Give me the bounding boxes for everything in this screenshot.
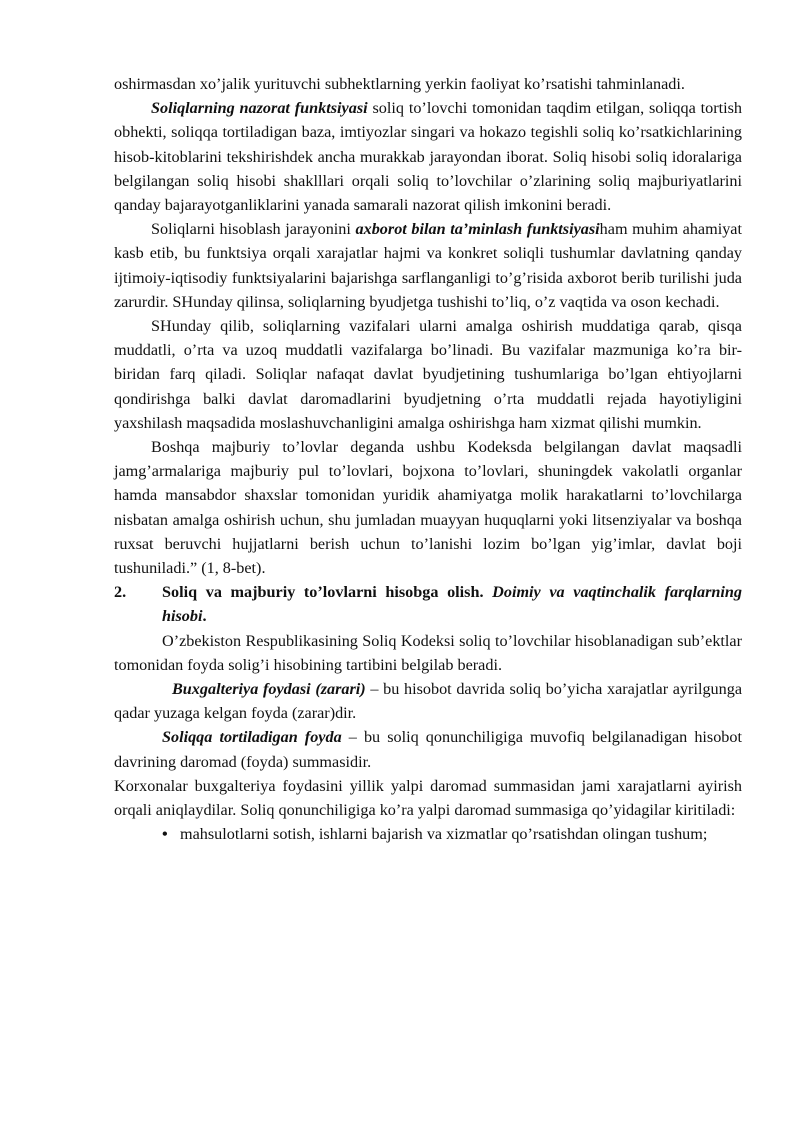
- paragraph-tax-code: [114, 629, 742, 677]
- paragraph-tax-tasks: [114, 314, 742, 435]
- paragraph-accounting-profit: [114, 677, 742, 725]
- paragraph-text: O’zbekiston Respublikasining Soliq Kodeksi soliq to’lovchilar hisoblanadigan sub’ektlar tomonidan foyda solig’i hisobining tartibini belgilab beradi.: [114, 631, 742, 674]
- list-item: [162, 822, 742, 846]
- paragraph-text: Korxonalar buxgalteriya foydasini yillik yalpi daromad summasidan jami xarajatlarni ayirish orqali aniqlaydilar. Soliq qonunchiligiga ko’ra yalpi daromad summasiga qo’yidagilar kiritiladi:: [114, 776, 742, 820]
- bullet-icon: •: [162, 825, 168, 844]
- paragraph-gross-income: [114, 774, 742, 822]
- paragraph-control-function: [114, 96, 742, 217]
- section-title: [162, 580, 742, 628]
- term-accounting-profit: Buxgalteriya foydasi (zarari): [172, 680, 366, 699]
- paragraph-text: SHunday qilib, soliqlarning vazifalari ularni amalga oshirish muddatiga qarab, qisqa muddatli, o’rta va uzoq muddatli vazifalarga bo’linadi. Bu vazifalar mazmuniga ko’ra bir-biridan farq qiladi. Soliqlar nafaqat davlat byudjetining tushumlariga bo’lgan ehtiyojlarni qondirishga balki davlat daromadlarini byudjetning o’rta muddatli rejada hayotiyligini yaxshilash maqsadida moslashuvchanligini amalga oshirishga ham xizmat qilishi mumkin.: [114, 317, 742, 432]
- term-control-function: Soliqlarning nazorat funktsiyasi: [151, 99, 368, 118]
- section-heading-2: [114, 580, 742, 628]
- paragraph-text-after: ham muhim ahamiyat kasb etib, bu funktsiya orqali xarajatlar hajmi va konkret soliqli tushumlar davlatning qanday ijtimoiy-iqtisodiy funktsiyalarini bajarishga sarflanganligi to’g’risida axborot berib turilishi juda zarurdir. SHunday qilinsa, soliqlarning byudjetga tushishi to’liq, o’z vaqtida va oson kechadi.: [114, 220, 742, 311]
- paragraph-text: soliq to’lovchi tomonidan taqdim etilgan, soliqqa tortish obhekti, soliqqa tortiladigan baza, imtiyozlar singari va hokazo tegishli soliq ko’rsatkichlarining hisob-kitoblarini tekshirishdek ancha murakkab jarayondan iborat. Soliq hisobi soliq idoralariga belgilangan soliq hisobi shaklllari orqali soliq to’lovchilar o’zlarining soliq majburiyatlarini qanday bajarayotganliklarini yanada samarali nazorat qilish imkonini beradi.: [114, 99, 742, 215]
- section-title-bold: Soliq va majburiy to’lovlarni hisobga olish.: [162, 583, 493, 602]
- section-number: 2.: [114, 583, 127, 602]
- paragraph-text: oshirmasdan xo’jalik yurituvchi subhektlarning yerkin faoliyat ko’rsatishi tahminlanadi.: [114, 75, 685, 93]
- section-title-end: .: [202, 607, 207, 626]
- paragraph-information-function: [114, 217, 742, 314]
- paragraph-text: – bu soliq qonunchiligiga muvofiq belgilanadigan hisobot davrining daromad (foyda) summasidir.: [114, 728, 742, 771]
- term-taxable-profit: Soliqqa tortiladigan foyda: [162, 728, 342, 747]
- paragraph-intro-continuation: [114, 72, 742, 96]
- paragraph-text: Boshqa majburiy to’lovlar deganda ushbu Kodeksda belgilangan davlat maqsadli jamg’armalariga majburiy pul to’lovlari, bojxona to’lovlari, shuningdek vakolatli organlar hamda mansabdor shaxslar tomonidan yuridik ahamiyatga molik harakatlarni to’lovchilarga nisbatan amalga oshirish uchun, shu jumladan muayyan huquqlarni yoki litsenziyalar va boshqa ruxsat beruvchi hujjatlarni berish uchun to’lanishi lozim bo’lgan yig’imlar, davlat boji tushuniladi.” (1, 8-bet).: [114, 438, 742, 578]
- paragraph-other-payments: [114, 435, 742, 580]
- list-item-text: mahsulotlarni sotish, ishlarni bajarish va xizmatlar qo’rsatishdan olingan tushum;: [180, 825, 708, 844]
- term-information-function: axborot bilan ta’minlash funktsiyasi: [355, 220, 600, 239]
- paragraph-text-before: Soliqlarni hisoblash jarayonini: [151, 220, 356, 239]
- paragraph-text: – bu hisobot davrida soliq bo’yicha xarajatlar ayrilgunga qadar yuzaga kelgan foyda (zarar)dir.: [114, 680, 742, 723]
- section-title-bold-italic: Doimiy va vaqtinchalik farqlarning hisobi: [162, 583, 742, 626]
- paragraph-taxable-profit: [114, 725, 742, 773]
